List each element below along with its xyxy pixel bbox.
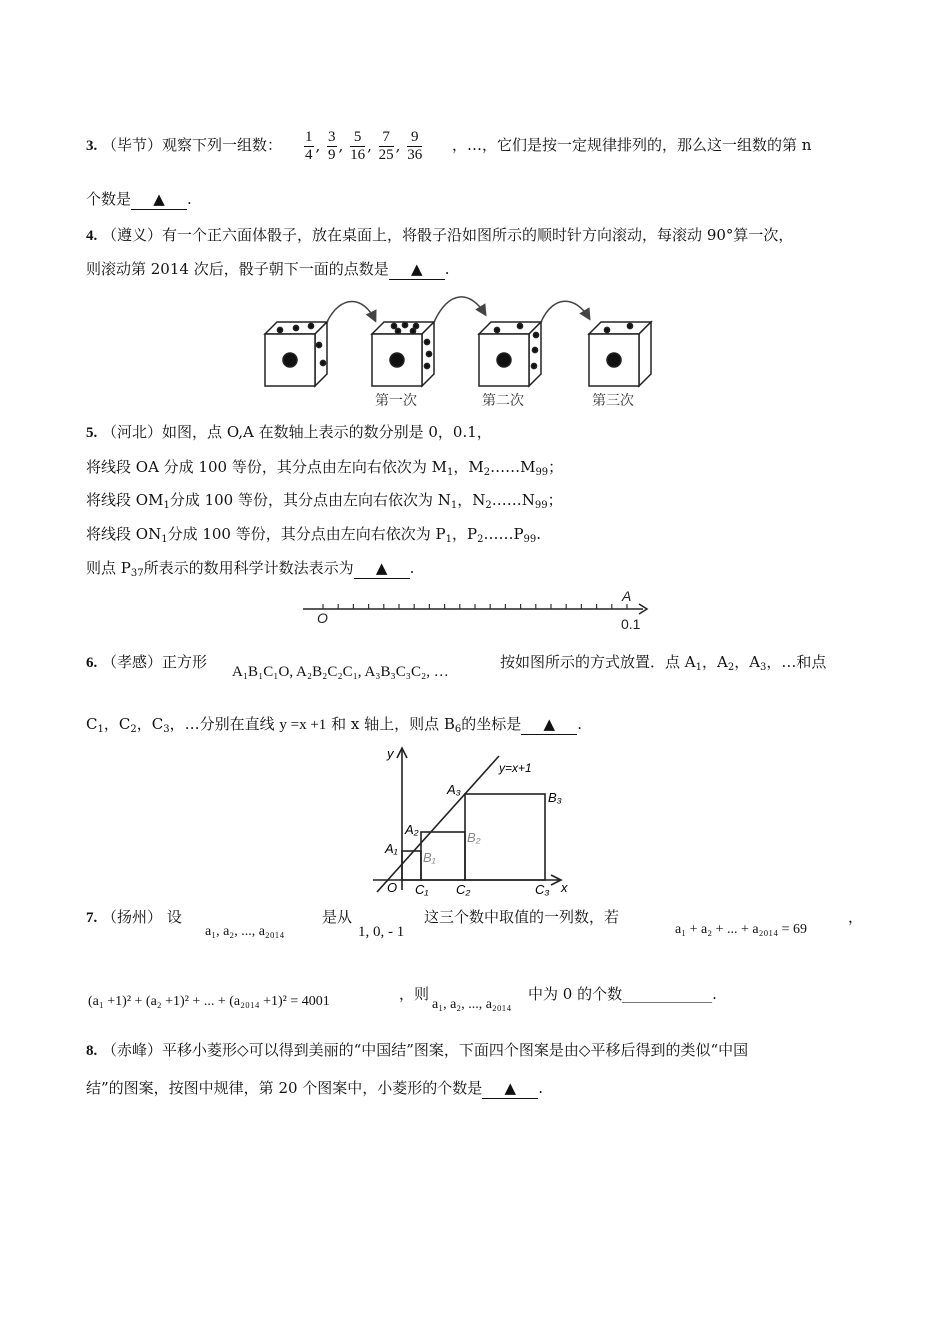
q4-line1: 4. （遵义）有一个正六面体骰子，放在桌面上，将骰子沿如图所示的顺时针方向滚动，每滚动 90°算一次， — [86, 226, 794, 244]
c2-label: C₂ — [456, 882, 471, 897]
q3-fractions: $\frac{1}{4}$ , $\frac{3}{9}$ , $\frac{5}{16}$ , $\frac{7}{25}$ , $\frac{9}{36}$ — [305, 129, 423, 163]
point-a-label: A — [622, 588, 632, 604]
q8-source: （赤峰） — [102, 1041, 163, 1059]
x-label: x — [561, 880, 568, 895]
q7-line1: 7. （扬州） 设 — [86, 908, 182, 926]
q5-source: （河北） — [102, 423, 163, 441]
answer-blank[interactable]: ▲ — [354, 558, 410, 579]
c1-label: C₁ — [415, 882, 429, 897]
origin-label: O — [387, 880, 398, 895]
q7-text-b: 是从 — [322, 908, 353, 926]
q4-number: 4. — [86, 228, 98, 244]
a2-label: A₂ — [405, 822, 419, 837]
q4-line2: 则滚动第 2014 次后，骰子朝下一面的点数是 ▲ . — [86, 260, 450, 278]
value-label: 0.1 — [621, 616, 641, 632]
roll-arrow — [327, 301, 375, 322]
q3-text: 观察下列一组数： — [162, 136, 283, 154]
b3-label: B₃ — [548, 790, 562, 805]
q6-line1: 6. （孝感）正方形 — [86, 653, 208, 671]
q7-text-c: 这三个数中取值的一列数，若 — [424, 908, 620, 926]
q3-number: 3. — [86, 138, 98, 154]
q4-source: （遵义） — [102, 226, 163, 244]
fraction: $\frac{1}{4}$ — [305, 129, 313, 163]
y-label: y — [387, 746, 394, 761]
q6-line2: $C_1$，$C_2$，$C_3$，…分别在直线 y =x +1 和 x 轴上，则点 $B_6$的坐标是 ▲ . — [86, 715, 583, 735]
fraction: $\frac{9}{36}$ — [407, 129, 423, 163]
q8-line1: 8. （赤峰）平移小菱形◇可以得到美丽的“中国结”图案，下面四个图案是由◇平移后得到的类似“中国 — [86, 1041, 749, 1059]
answer-blank[interactable]: ▲ — [521, 714, 577, 735]
q5-line3: 将线段 $OM_1$分成 100 等份，其分点由左向右依次为 $N_1$，$N_2\dots\dots N_{99}$； — [86, 491, 563, 511]
q6-number: 6. — [86, 655, 98, 671]
answer-blank[interactable]: ▲ — [482, 1078, 538, 1099]
die-3 — [479, 322, 541, 386]
a1-label: A₁ — [385, 841, 398, 856]
origin-label: O — [317, 610, 328, 626]
q3-text-b: ，…，它们是按一定规律排列的，那么这一组数的第 n — [452, 136, 812, 154]
square-1 — [402, 851, 421, 880]
q5-line5: 则点 $P_{37}$所表示的数用科学计数法表示为 ▲ . — [86, 559, 415, 579]
q8-line2: 结”的图案，按图中规律，第 20 个图案中，小菱形的个数是 ▲ . — [86, 1079, 544, 1097]
q8-number: 8. — [86, 1043, 98, 1059]
q7-comma: ， — [848, 908, 864, 926]
q7-sum-eq: a₁ + a₂ + ... + a₂₀₁₄ = 69 — [675, 922, 808, 937]
dice-label-3: 第三次 — [592, 392, 634, 408]
number-line — [295, 585, 660, 633]
dice-figure — [255, 290, 665, 415]
die-1 — [265, 322, 327, 386]
b2-label: B₂ — [467, 830, 481, 845]
q6-source: （孝感） — [102, 653, 163, 671]
q7-square-eq: (a₁ +1)² + (a₂ +1)² + ... + (a₂₀₁₄ +1)² = 4001 — [88, 994, 330, 1009]
q7-number: 7. — [86, 910, 98, 926]
q5-line2: 将线段 OA 分成 100 等份，其分点由左向右依次为 $M_1$，$M_2\dots\dots M_{99}$； — [86, 458, 564, 478]
fraction: $\frac{5}{16}$ — [350, 129, 366, 163]
q7-seq: a₁, a₂, ..., a₂₀₁₄ — [205, 924, 285, 939]
c3-label: C₃ — [535, 882, 550, 897]
q6-squares: A₁B₁C₁O, A₂B₂C₂C₁, A₃B₃C₃C₂, … — [232, 664, 449, 680]
q3-line2: 个数是 ▲ . — [86, 190, 192, 208]
q6-line1b: 按如图所示的方式放置．点 $A_1$，$A_2$，$A_3$，…和点 — [500, 653, 827, 673]
axis-ticks — [323, 604, 627, 609]
roll-arrow — [541, 301, 589, 322]
q7-vals: 1, 0, - 1 — [358, 924, 405, 940]
line-y-x-plus-1 — [377, 756, 499, 892]
fraction: $\frac{3}{9}$ — [328, 129, 336, 163]
answer-blank[interactable]: ▲ — [389, 259, 445, 280]
line-label: y=x+1 — [499, 761, 532, 775]
fraction: $\frac{7}{25}$ — [378, 129, 394, 163]
squares-graph — [365, 742, 580, 897]
roll-arrow — [434, 297, 485, 322]
q5-line1: 5. （河北）如图，点 O,A 在数轴上表示的数分别是 0，0.1， — [86, 423, 492, 441]
q7-source: （扬州） — [102, 908, 163, 926]
q3-line1 — [86, 135, 282, 156]
dice-label-1: 第一次 — [375, 392, 417, 408]
q7-text-d: ，则 — [399, 985, 430, 1003]
die-2 — [372, 322, 434, 386]
a3-label: A₃ — [447, 782, 461, 797]
q7-line2-end: 中为 0 的个数____________. — [528, 985, 717, 1003]
dice-label-2: 第二次 — [482, 392, 524, 408]
q5-number: 5. — [86, 425, 98, 441]
answer-blank[interactable]: ▲ — [131, 189, 187, 210]
die-4 — [589, 322, 651, 386]
q5-line4: 将线段 $ON_1$分成 100 等份，其分点由左向右依次为 $P_1$，$P_2\dots\dots P_{99}$. — [86, 525, 542, 545]
answer-blank[interactable]: ____________ — [622, 985, 713, 1003]
q7-seq2: a₁, a₂, ..., a₂₀₁₄ — [432, 997, 512, 1012]
b1-label: B₁ — [423, 850, 436, 865]
q3-source: （毕节） — [102, 136, 163, 154]
